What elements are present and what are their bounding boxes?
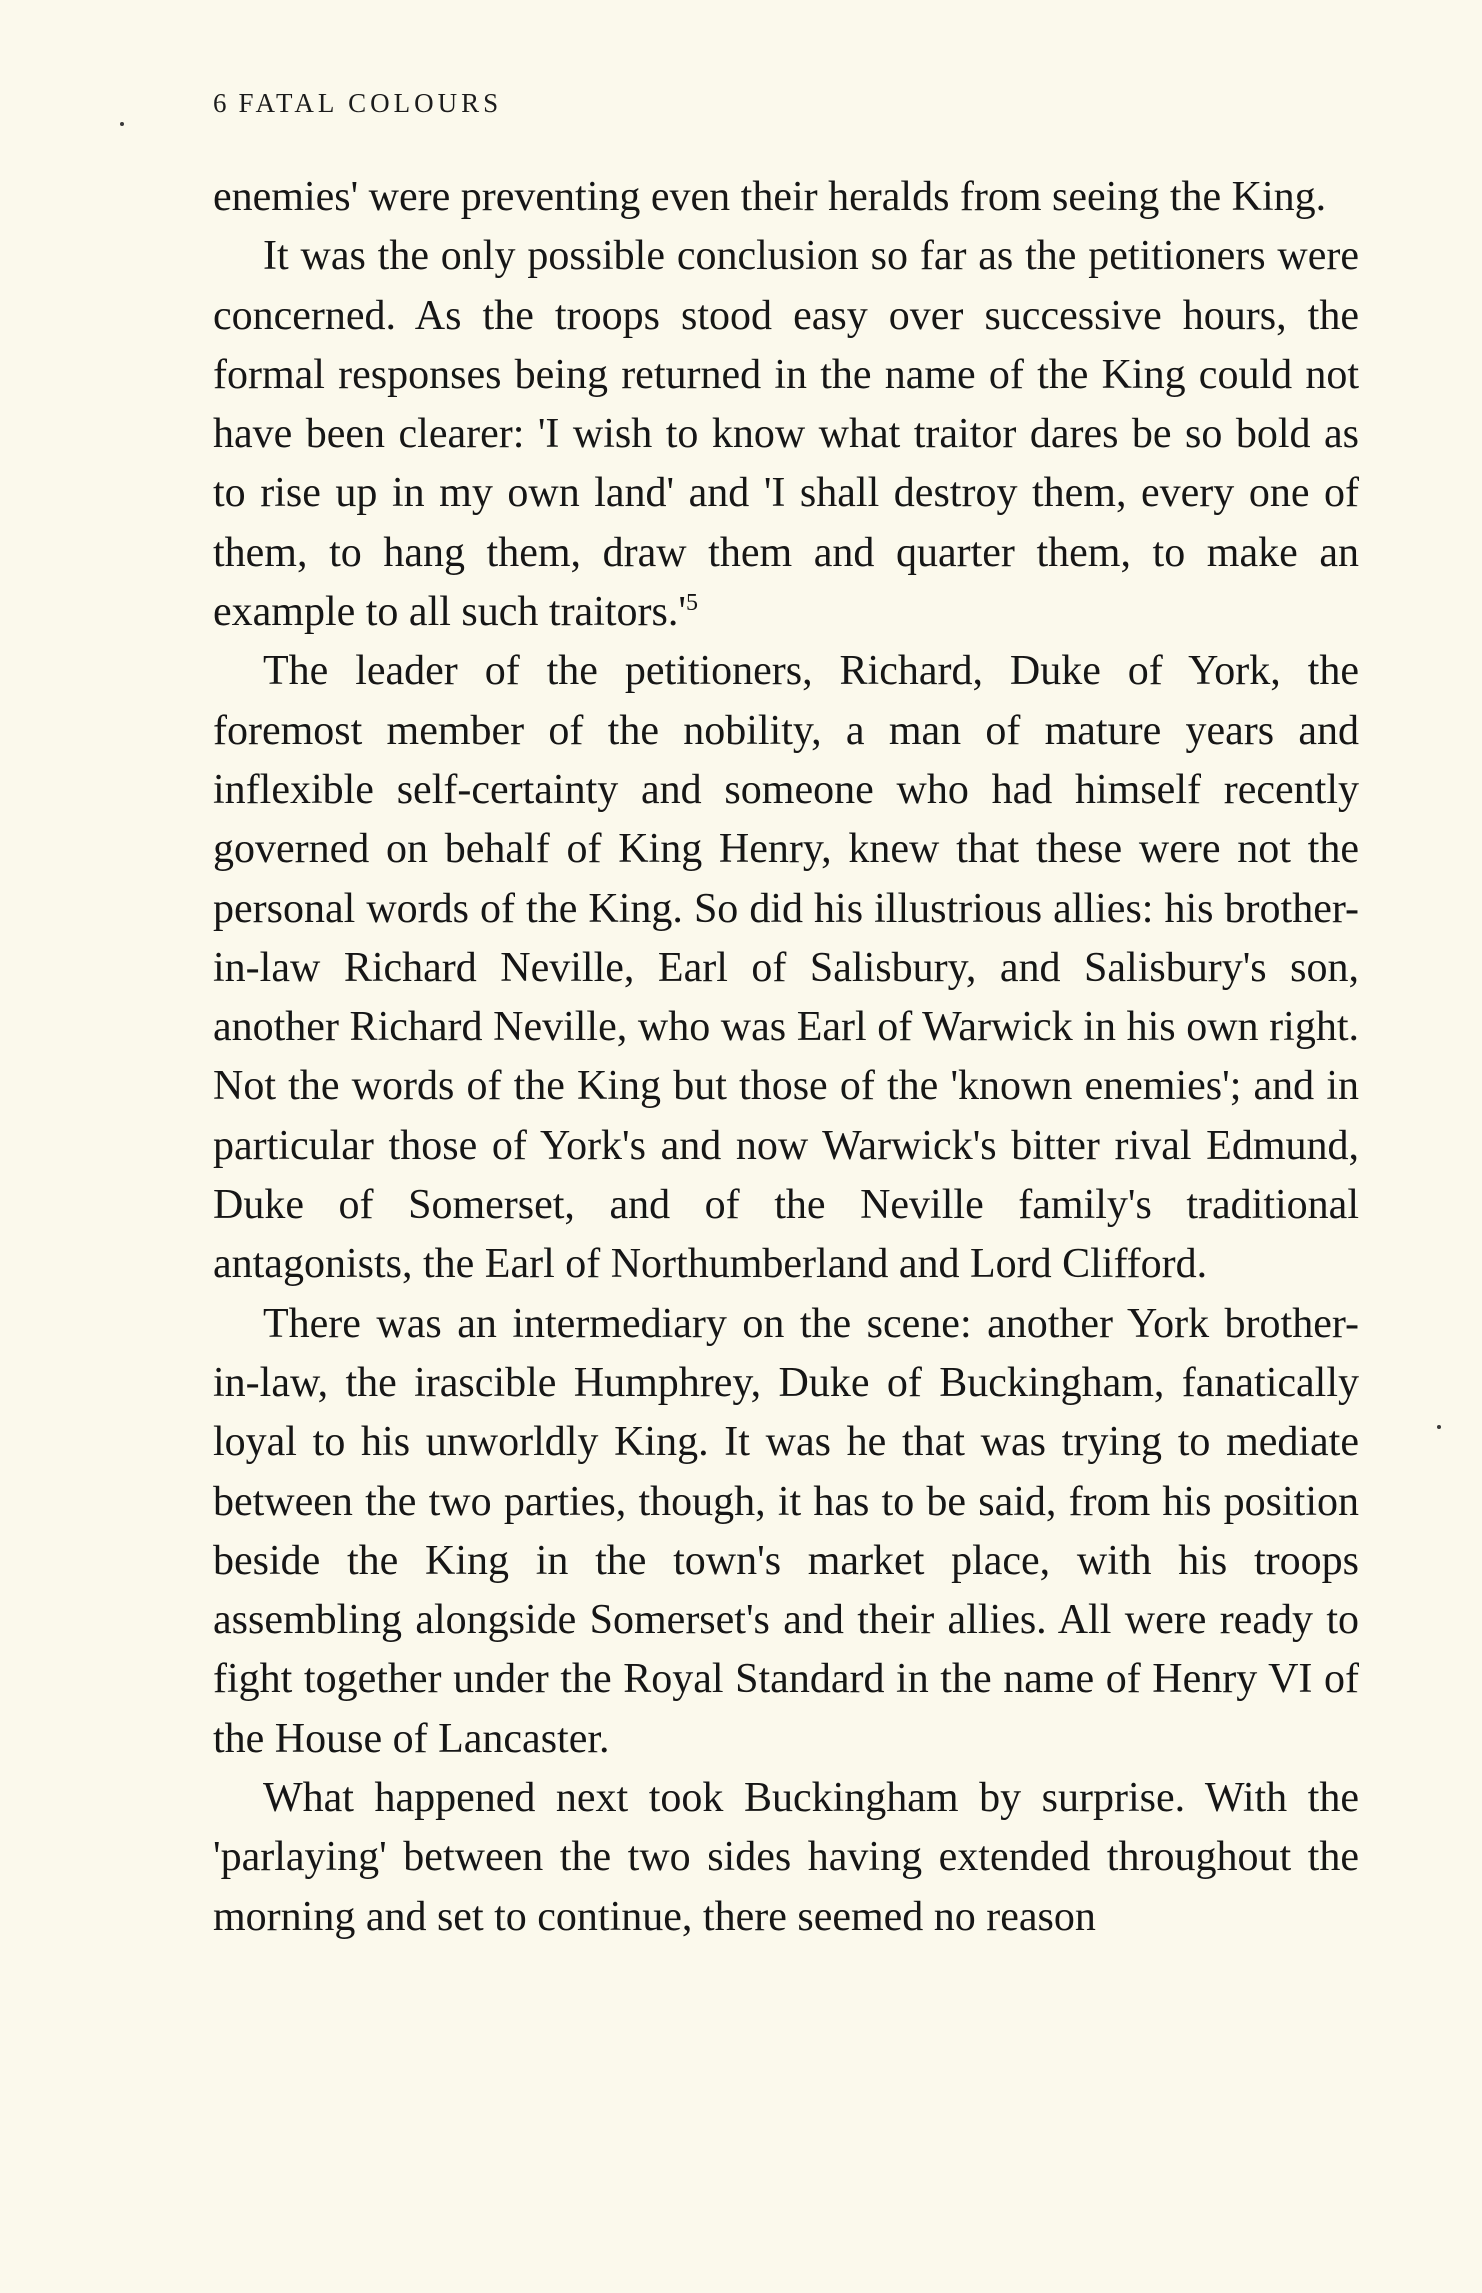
paragraph-4-text: There was an intermediary on the scene: another York brother-in-law, the irascible Humphrey, Duke of Buckingham, fanatically loyal to his unworldly King. It was he that was trying to mediate between the two parties, though, it has to be said, from his position beside the King in the town's market place, with his troops assembling alongside Somerset's and their allies. All were ready to fight together under the Royal Standard in the name of Henry VI of the House of Lancaster. — [213, 1300, 1359, 1762]
paragraph-5-text: What happened next took Buckingham by surprise. With the 'parlaying' between the two sides having extended throughout the morning and set to continue, there seemed no reason — [213, 1775, 1359, 1940]
paragraph-2-text: It was the only possible conclusion so far as the petitioners were concerned. As the troops stood easy over successive hours, the formal responses being returned in the name of the King could not have been clearer: 'I wish to know what traitor dares be so bold as to rise up in my own land' and 'I shall destroy them, every one of them, to hang them, draw them and quarter them, to make an example to all such traitors.' — [213, 233, 1359, 636]
footnote-marker: 5 — [685, 590, 698, 617]
paragraph-2 — [213, 227, 1359, 642]
page-number: 6 — [213, 88, 227, 118]
paragraph-3 — [213, 642, 1359, 1294]
paragraph-3-text: The leader of the petitioners, Richard, Duke of York, the foremost member of the nobility, a man of mature years and inflexible self-certainty and someone who had himself recently governed on behalf of King Henry, knew that these were not the personal words of the King. So did his illustrious allies: his brother-in-law Richard Neville, Earl of Salisbury, and Salisbury's son, another Richard Neville, who was Earl of Warwick in his own right. Not the words of the King but those of the 'known enemies'; and in particular those of York's and now Warwick's bitter rival Edmund, Duke of Somerset, and of the Neville family's traditional antagonists, the Earl of Northumberland and Lord Clifford. — [213, 648, 1359, 1288]
body-text — [213, 168, 1359, 1947]
paper-speck — [1437, 1425, 1441, 1429]
running-head — [213, 88, 502, 119]
paragraph-1 — [213, 168, 1359, 227]
paragraph-1-text: enemies' were preventing even their heralds from seeing the King. — [213, 174, 1327, 220]
paragraph-4 — [213, 1295, 1359, 1769]
paper-speck — [120, 122, 124, 126]
running-title: FATAL COLOURS — [238, 88, 503, 118]
paragraph-5 — [213, 1769, 1359, 1947]
